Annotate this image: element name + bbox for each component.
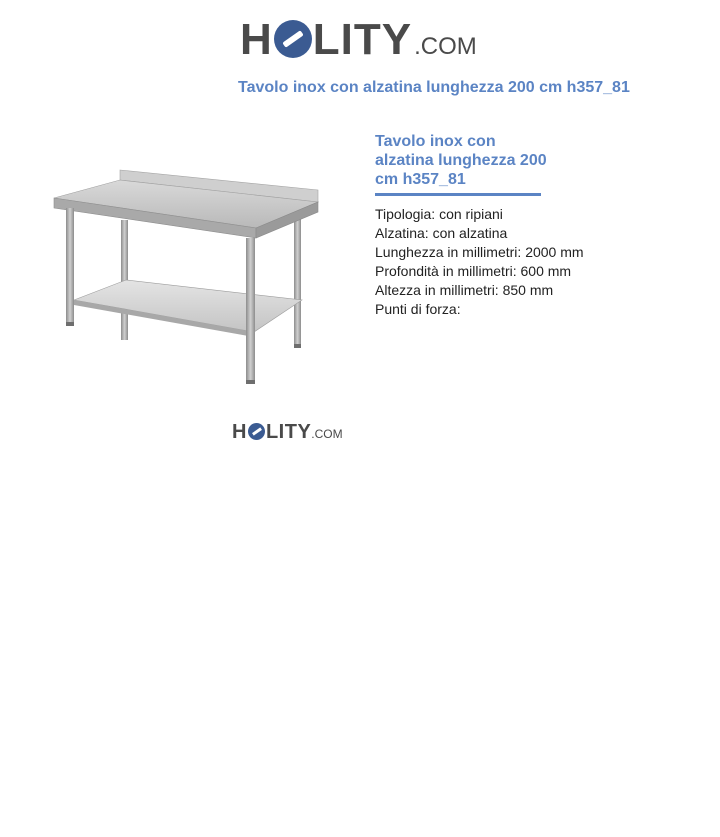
- spec-label: Lunghezza in millimetri:: [375, 244, 522, 260]
- product-heading-line: alzatina lunghezza 200: [375, 152, 547, 169]
- spec-label: Tipologia:: [375, 206, 436, 222]
- spec-label: Profondità in millimetri:: [375, 263, 517, 279]
- spec-row: [375, 300, 584, 319]
- product-heading: [375, 132, 565, 189]
- logo-letter-h: H: [240, 15, 273, 64]
- brand-logo[interactable]: [240, 12, 477, 68]
- logo-com: .COM: [414, 33, 477, 60]
- heading-underline: [375, 193, 541, 196]
- spec-row: [375, 262, 584, 281]
- spec-row: [375, 224, 584, 243]
- spec-value: 600 mm: [520, 263, 572, 279]
- spec-label: Alzatina:: [375, 225, 429, 241]
- spec-label: Altezza in millimetri:: [375, 282, 499, 298]
- spec-value: 2000 mm: [525, 244, 584, 260]
- product-heading-line: Tavolo inox con: [375, 133, 496, 150]
- logo-small-text: LITY: [265, 421, 312, 443]
- logo-o-icon: [274, 20, 312, 58]
- spec-row: [375, 205, 584, 224]
- spec-value: con alzatina: [432, 225, 508, 241]
- logo-small-letter-h: H: [232, 421, 247, 443]
- page-title: Tavolo inox con alzatina lunghezza 200 cm h357_81: [238, 79, 630, 96]
- product-heading-line: cm h357_81: [375, 171, 466, 188]
- spec-value: 850 mm: [502, 282, 554, 298]
- spec-list: [375, 205, 584, 319]
- spec-value: con ripiani: [439, 206, 503, 222]
- spec-row: [375, 243, 584, 262]
- spec-row: [375, 281, 584, 300]
- spec-label: Punti di forza:: [375, 301, 461, 317]
- logo-small-o-icon: [248, 423, 265, 440]
- product-image: [44, 150, 334, 400]
- logo-text: LITY: [312, 15, 413, 64]
- logo-small-com: .COM: [311, 427, 343, 441]
- brand-logo-small: [232, 420, 343, 444]
